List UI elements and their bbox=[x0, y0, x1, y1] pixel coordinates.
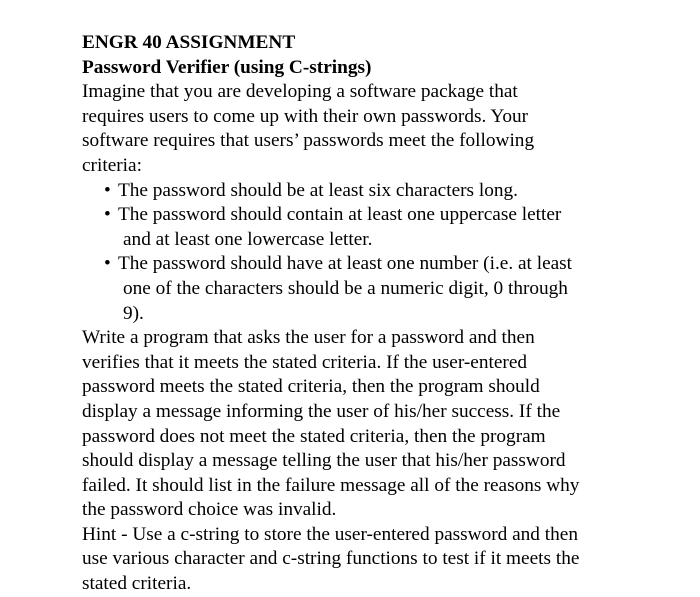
text-line: should display a message telling the user that his/her password bbox=[82, 450, 566, 472]
text-line: Imagine that you are developing a software package that bbox=[82, 81, 518, 103]
assignment-subtitle: Password Verifier (using C-strings) bbox=[82, 56, 372, 78]
text-line: display a message informing the user of his/her success. If the bbox=[82, 400, 561, 422]
hint-paragraph bbox=[82, 523, 622, 597]
assignment-title: ENGR 40 ASSIGNMENT bbox=[82, 32, 296, 53]
text-line: The password should have at least one number (i.e. at least bbox=[118, 253, 573, 275]
text-line: requires users to come up with their own passwords. Your bbox=[82, 105, 529, 127]
assignment-document bbox=[82, 31, 622, 597]
text-line: one of the characters should be a numeric digit, 0 through bbox=[123, 277, 568, 299]
text-line: stated criteria. bbox=[82, 573, 192, 595]
bullet-icon: • bbox=[104, 253, 111, 275]
intro-paragraph bbox=[82, 80, 622, 178]
bullet-icon: • bbox=[104, 204, 111, 226]
task-paragraph bbox=[82, 326, 622, 523]
criteria-list bbox=[82, 179, 622, 327]
text-line: password does not meet the stated criteria, then the program bbox=[82, 425, 546, 447]
text-line: criteria: bbox=[82, 154, 142, 176]
criteria-item-case bbox=[82, 203, 622, 252]
text-line: use various character and c-string functions to test if it meets the bbox=[82, 548, 580, 570]
text-line: The password should contain at least one uppercase letter bbox=[118, 204, 562, 226]
text-line: The password should be at least six characters long. bbox=[118, 179, 518, 201]
text-line: Write a program that asks the user for a password and then bbox=[82, 327, 535, 349]
text-line: software requires that users’ passwords meet the following bbox=[82, 130, 535, 152]
text-line: password meets the stated criteria, then the program should bbox=[82, 376, 540, 398]
bullet-icon: • bbox=[104, 179, 111, 201]
text-line: 9). bbox=[123, 302, 144, 324]
text-line: the password choice was invalid. bbox=[82, 499, 337, 521]
text-line: Hint - Use a c-string to store the user-entered password and then bbox=[82, 523, 578, 545]
text-line: and at least one lowercase letter. bbox=[123, 228, 373, 250]
text-line: verifies that it meets the stated criteria. If the user-entered bbox=[82, 351, 528, 373]
criteria-item-length bbox=[82, 179, 622, 204]
criteria-item-digit bbox=[82, 252, 622, 326]
text-line: failed. It should list in the failure message all of the reasons why bbox=[82, 474, 580, 496]
